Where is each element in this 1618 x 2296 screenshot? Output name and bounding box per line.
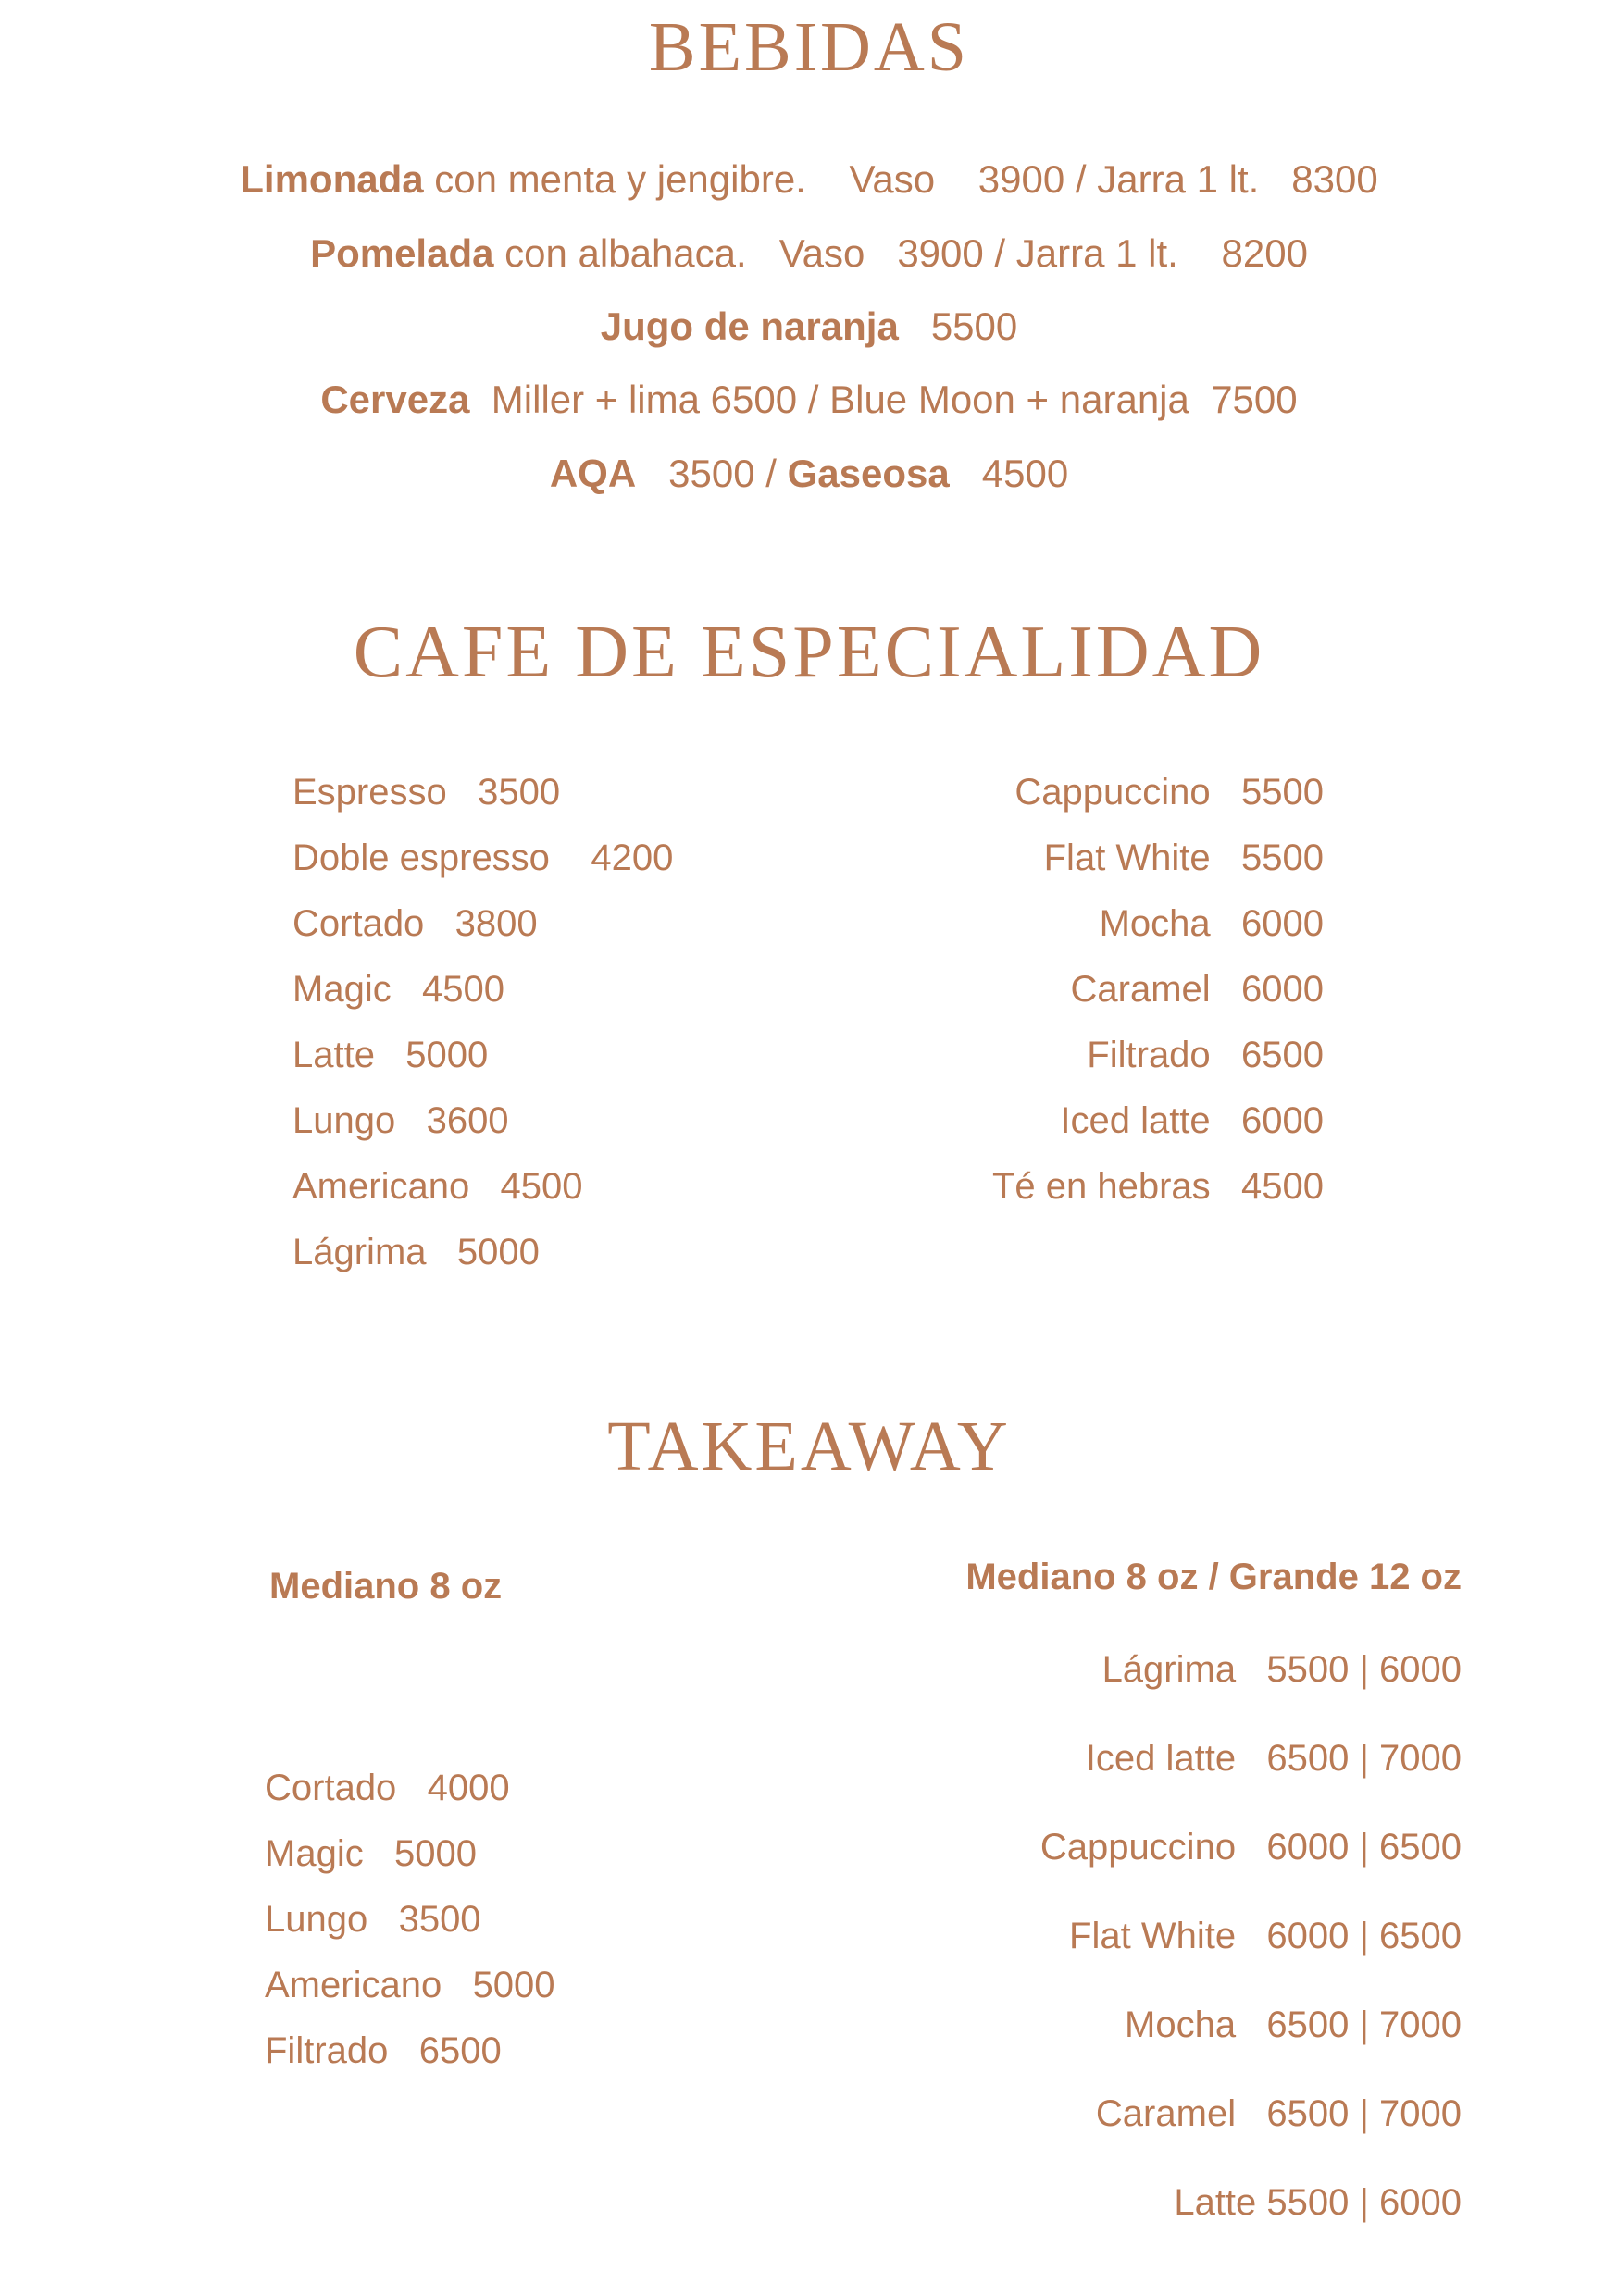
takeaway-left-list xyxy=(265,1764,555,2071)
list-item: Té en hebras 4500 xyxy=(991,1166,1324,1207)
list-item: Caramel 6000 xyxy=(1070,969,1324,1010)
item-details: Miller + lima 6500 / Blue Moon + naranja 7500 xyxy=(469,378,1298,421)
list-item: Cappuccino 5500 xyxy=(1014,772,1324,813)
list-item: Latte 5500 | 6000 xyxy=(1174,2182,1462,2223)
list-item: Iced latte 6500 | 7000 xyxy=(1085,1738,1462,1779)
list-item: Mocha 6500 | 7000 xyxy=(1125,2004,1462,2045)
takeaway-right-heading: Mediano 8 oz / Grande 12 oz xyxy=(965,1557,1462,1597)
takeaway-title: TAKEAWAY xyxy=(607,1408,1011,1485)
cafe-title: CAFE DE ESPECIALIDAD xyxy=(353,612,1265,693)
bebidas-title: BEBIDAS xyxy=(648,8,970,86)
list-item: Flat White 6000 | 6500 xyxy=(1069,1916,1462,1956)
list-item: Magic 4500 xyxy=(292,969,505,1010)
item-name: Jugo de naranja xyxy=(600,304,899,348)
menu-line-cerveza xyxy=(0,374,1618,426)
list-item: Iced latte 6000 xyxy=(1060,1100,1324,1141)
list-item: Caramel 6500 | 7000 xyxy=(1095,2093,1462,2134)
item-name: Gaseosa xyxy=(787,452,950,495)
menu-line-aqa xyxy=(0,448,1618,500)
list-item: Magic 5000 xyxy=(265,1833,478,1874)
list-item: Mocha 6000 xyxy=(1099,903,1324,944)
item-details: con albahaca. Vaso 3900 / Jarra 1 lt. 8200 xyxy=(493,231,1308,275)
list-item: Lungo 3600 xyxy=(292,1100,509,1141)
list-item: Latte 5000 xyxy=(292,1035,489,1075)
menu-line-pomelada xyxy=(0,228,1618,279)
list-item: Americano 4500 xyxy=(292,1166,583,1207)
list-item: Cortado 4000 xyxy=(265,1768,510,1808)
item-name: Limonada xyxy=(240,157,424,201)
list-item: Filtrado 6500 xyxy=(265,2030,502,2071)
cafe-right-list xyxy=(833,768,1324,1207)
item-details: 5500 xyxy=(898,304,1018,348)
menu-line-limonada xyxy=(0,154,1618,205)
item-name: Pomelada xyxy=(310,231,494,275)
item-details: 4500 xyxy=(949,452,1069,495)
item-name: Cerveza xyxy=(320,378,470,421)
item-details: con menta y jengibre. Vaso 3900 / Jarra 1 lt. 8300 xyxy=(423,157,1378,201)
list-item: Flat White 5500 xyxy=(1043,838,1324,878)
list-item: Lágrima 5000 xyxy=(292,1232,540,1272)
takeaway-right-list xyxy=(833,1645,1462,2223)
list-item: Doble espresso 4200 xyxy=(292,838,674,878)
list-item: Cappuccino 6000 | 6500 xyxy=(1039,1827,1462,1868)
menu-line-jugo xyxy=(0,301,1618,353)
takeaway-left-heading: Mediano 8 oz xyxy=(269,1566,503,1607)
item-details: 3500 / xyxy=(636,452,788,495)
cafe-left-list xyxy=(292,768,674,1272)
list-item: Cortado 3800 xyxy=(292,903,538,944)
list-item: Lungo 3500 xyxy=(265,1899,481,1940)
list-item: Espresso 3500 xyxy=(292,772,561,813)
list-item: Lágrima 5500 | 6000 xyxy=(1101,1649,1462,1690)
item-name: AQA xyxy=(549,452,637,495)
list-item: Filtrado 6500 xyxy=(1087,1035,1324,1075)
list-item: Americano 5000 xyxy=(265,1965,555,2005)
